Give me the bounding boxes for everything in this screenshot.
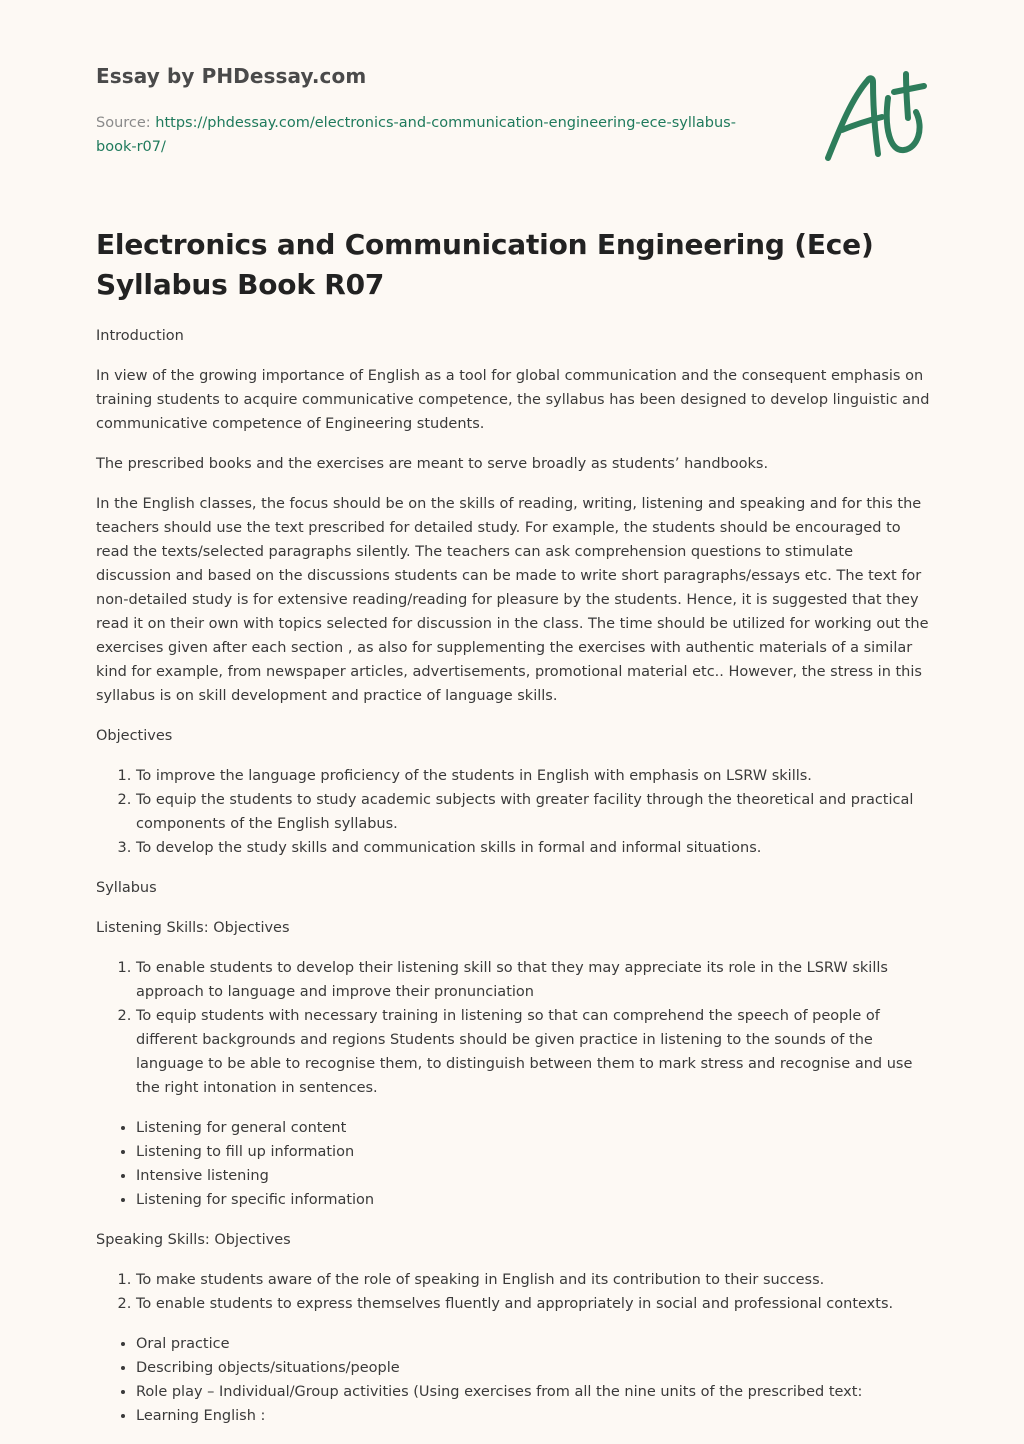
speaking-objectives-list (96, 1268, 931, 1316)
listening-heading: Listening Skills: Objectives (96, 920, 290, 936)
list-item: 2. To enable students to express themselves fluently and appropriately in social and professional contexts. (136, 1292, 931, 1316)
speaking-items-list (96, 1332, 931, 1428)
list-item: 2. To equip students with necessary training in listening so that can comprehend the speech of people of different backgrounds and regions Students should be given practice in listening to the sounds of the language to be able to recognise them, to distinguish between them to mark stress and recognise and use the right intonation in sentences. (136, 1004, 931, 1100)
intro-paragraph: The prescribed books and the exercises are meant to serve broadly as students’ handbooks. (96, 456, 769, 472)
source-link[interactable]: https://phdessay.com/electronics-and-communication-engineering-ece-syllabus-book-r07/ (96, 115, 736, 155)
document-title: Electronics and Communication Engineering (Ece) Syllabus Book R07 (96, 228, 874, 301)
source-label: Source: (96, 115, 151, 131)
list-item: • Intensive listening (136, 1164, 931, 1188)
list-item: 1. To improve the language proficiency of the students in English with emphasis on LSRW skills. (136, 764, 931, 788)
site-brand: Essay by PHDessay.com (96, 64, 367, 88)
list-item: 3. To develop the study skills and communication skills in formal and informal situations. (136, 836, 931, 860)
intro-paragraph: In view of the growing importance of English as a tool for global communication and the consequent emphasis on training students to acquire communicative competence, the syllabus has been designed to develop linguistic and communicative competence of Engineering students. (96, 368, 930, 432)
objectives-list (96, 764, 931, 860)
list-item: 2. To equip the students to study academic subjects with greater facility through the theoretical and practical components of the English syllabus. (136, 788, 931, 836)
list-item: • Listening for specific information (136, 1188, 931, 1212)
list-item: • Describing objects/situations/people (136, 1356, 931, 1380)
document-body (96, 324, 931, 1444)
list-item: 1. To enable students to develop their listening skill so that they may appreciate its role in the LSRW skills approach to language and improve their pronunciation (136, 956, 931, 1004)
speaking-heading: Speaking Skills: Objectives (96, 1232, 291, 1248)
a-plus-logo-icon (820, 68, 928, 164)
list-item: • Listening for general content (136, 1116, 931, 1140)
list-item: • Learning English : (136, 1404, 931, 1428)
syllabus-heading: Syllabus (96, 880, 157, 896)
list-item: • Role play – Individual/Group activities (Using exercises from all the nine units of the prescribed text: (136, 1380, 931, 1404)
list-item: • Oral practice (136, 1332, 931, 1356)
introduction-heading: Introduction (96, 328, 184, 344)
list-item: • Listening to fill up information (136, 1140, 931, 1164)
listening-objectives-list (96, 956, 931, 1100)
source-line (96, 111, 766, 159)
list-item: 1. To make students aware of the role of speaking in English and its contribution to their success. (136, 1268, 931, 1292)
intro-paragraph: In the English classes, the focus should be on the skills of reading, writing, listening and speaking and for this the teachers should use the text prescribed for detailed study. For example, the students should be encouraged to read the texts/selected paragraphs silently. The teachers can ask comprehension questions to stimulate discussion and based on the discussions students can be made to write short paragraphs/essays etc. The text for non-detailed study is for extensive reading/reading for pleasure by the students. Hence, it is suggested that they read it on their own with topics selected for discussion in the class. The time should be utilized for working out the exercises given after each section , as also for supplementing the exercises with authentic materials of a similar kind for example, from newspaper articles, advertisements, promotional material etc.. However, the stress in this syllabus is on skill development and practice of language skills. (96, 496, 929, 704)
objectives-heading: Objectives (96, 728, 173, 744)
listening-items-list (96, 1116, 931, 1212)
